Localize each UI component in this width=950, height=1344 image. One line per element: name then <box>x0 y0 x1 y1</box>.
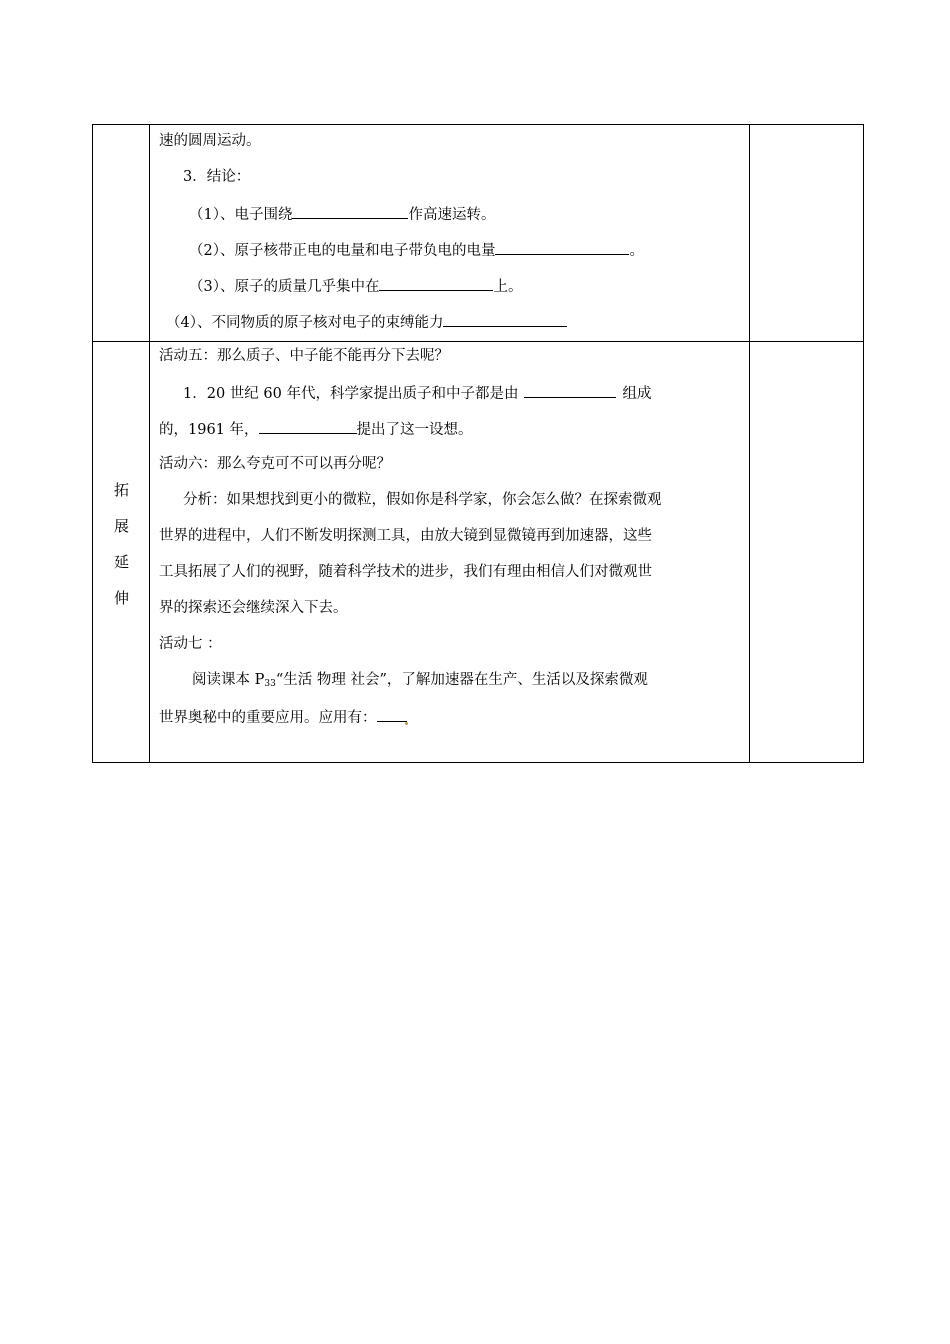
conclusion-item-4: （4）、不同物质的原子核对电子的束缚能力 <box>166 311 567 333</box>
activity-5-title: 活动五：那么质子、中子能不能再分下去呢？ <box>159 348 449 364</box>
table-row <box>93 342 864 763</box>
activity-7-reading-line1: 阅读课本 $P_{33}“$生活 物理 社会”，了解加速器在生产、生活以及探索微观 <box>192 672 648 689</box>
activity-5-question-line2: 的，1961 年， 提出了这一设想。 <box>159 418 473 440</box>
analysis-line-2: 世界的进程中，人们不断发明探测工具，由放大镜到显微镜再到加速器，这些 <box>159 528 652 544</box>
analysis-line-1: 分析：如果想找到更小的微粒，假如你是科学家，你会怎么做？在探索微观 <box>183 492 662 508</box>
conclusion-item-3: （3）、原子的质量几乎集中在 上。 <box>189 275 522 297</box>
notes-cell <box>750 125 864 342</box>
analysis-line-3: 工具拓展了人们的视野，随着科学技术的进步，我们有理由相信人们对微观世 <box>159 564 652 580</box>
answer-blank[interactable] <box>495 239 629 255</box>
activity-6-title: 活动六：那么夸克可不可以再分呢？ <box>159 456 391 472</box>
conclusion-heading: 3．结论： <box>183 169 251 185</box>
continuation-text: 速的圆周运动。 <box>159 133 261 149</box>
content-cell-extension <box>150 342 750 763</box>
dot-mark <box>405 722 408 725</box>
analysis-line-4: 界的探索还会继续深入下去。 <box>159 600 348 616</box>
side-label-cell-empty <box>93 125 150 342</box>
activity-7-reading-line2: 世界奥秘中的重要应用。应用有： <box>159 706 408 728</box>
answer-blank[interactable] <box>377 706 407 722</box>
notes-cell <box>750 342 864 763</box>
conclusion-item-2: （2）、原子核带正电的电量和电子带负电的电量 。 <box>189 239 644 261</box>
conclusion-item-1: （1）、电子围绕 作高速运转。 <box>189 203 495 225</box>
answer-blank[interactable] <box>292 203 408 219</box>
answer-blank[interactable] <box>443 311 567 327</box>
answer-blank[interactable] <box>524 382 616 398</box>
answer-blank[interactable] <box>259 418 357 434</box>
content-cell-conclusion <box>150 125 750 342</box>
table-row <box>93 125 864 342</box>
lesson-table <box>92 124 864 763</box>
side-label-cell <box>93 342 150 763</box>
side-label-extension: 拓 展 延 伸 <box>113 481 129 607</box>
activity-7-title: 活动七 ： <box>159 636 222 652</box>
answer-blank[interactable] <box>379 275 493 291</box>
activity-5-question-line1: 1．20 世纪 60 年代，科学家提出质子和中子都是由 组成 <box>183 382 651 404</box>
